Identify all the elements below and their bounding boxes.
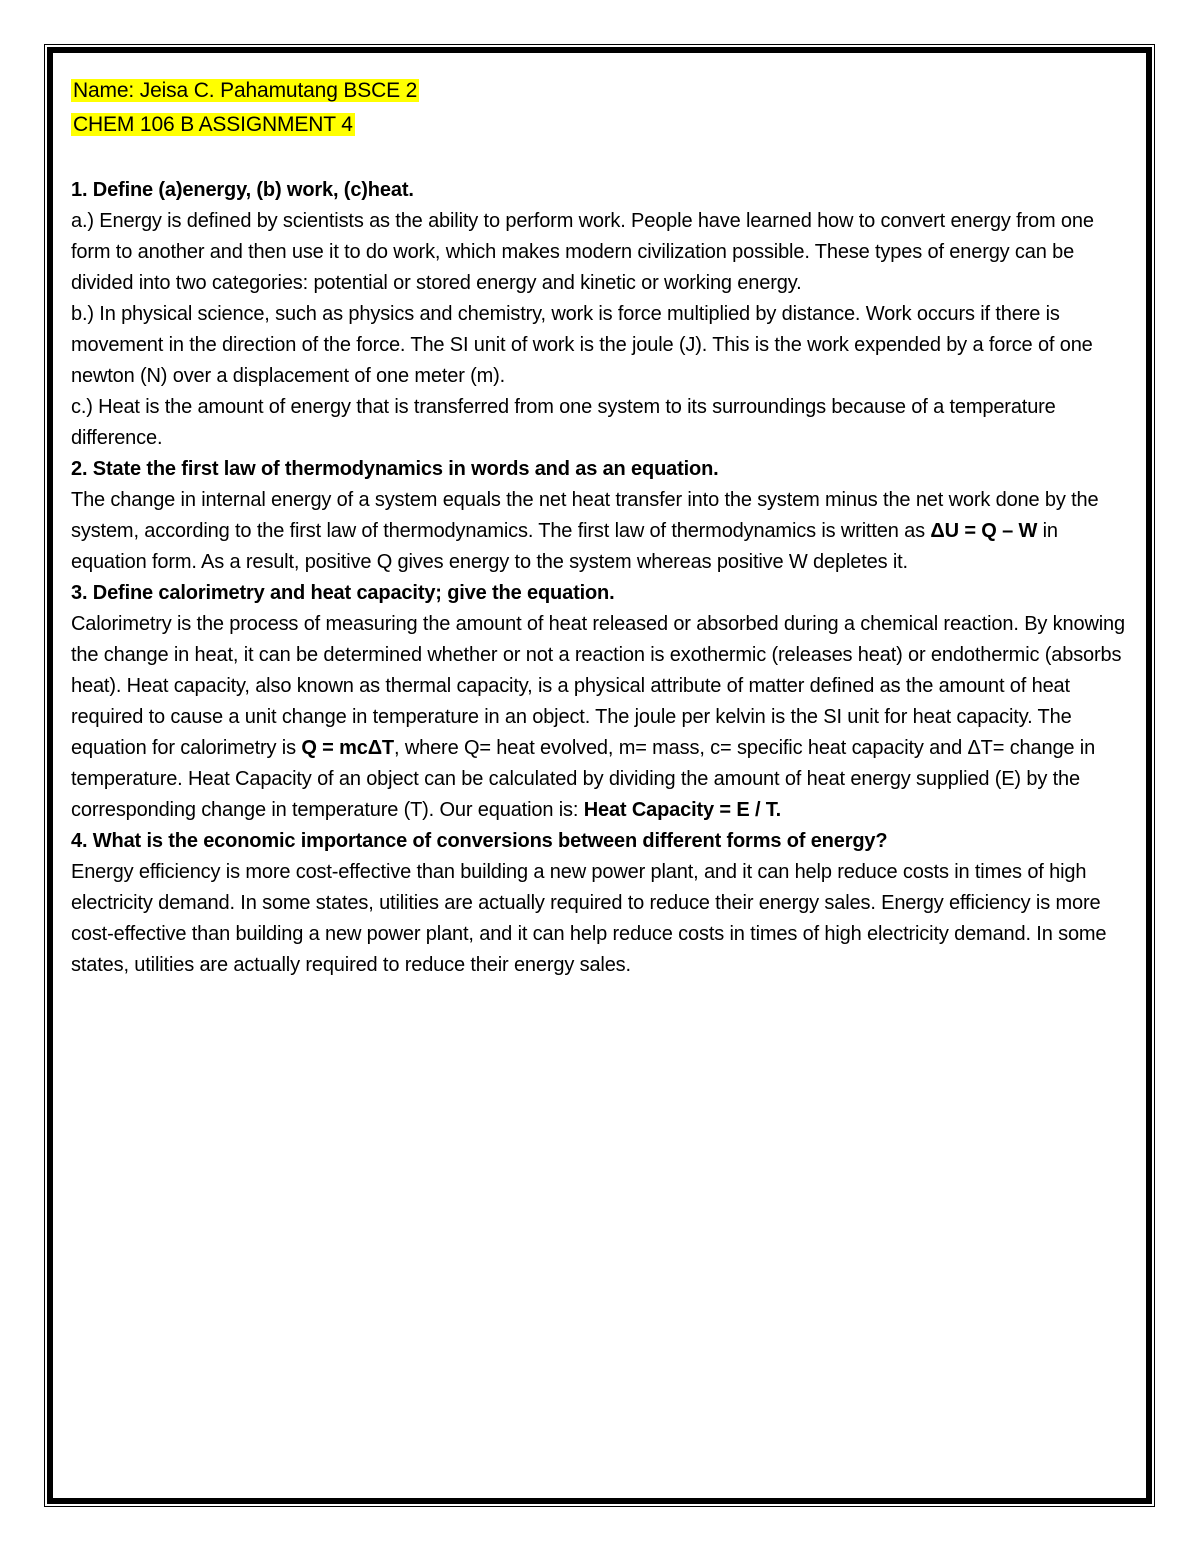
answer-1a: a.) Energy is defined by scientists as the ability to perform work. People have learned how to convert energy from one form to another and then use it to do work, which makes modern civilization possible. These types of energy can be divided into two categories: potential or stored energy and kinetic or working energy.: [71, 210, 1094, 294]
answer-2-text-end: in equation form. As a result, positive Q gives energy to the system whereas positive W depletes it.: [71, 520, 1058, 573]
question-2: 2. State the first law of thermodynamics in words and as an equation.: [71, 458, 719, 480]
answer-1b: b.) In physical science, such as physics and chemistry, work is force multiplied by distance. Work occurs if there is movement in the direction of the force. The SI unit of work is the joule (J). This is the work expended by a force of one newton (N) over a displacement of one meter (m).: [71, 303, 1093, 387]
student-name: Name: Jeisa C. Pahamutang BSCE 2: [73, 79, 418, 102]
first-law-equation: ΔU = Q – W: [930, 520, 1038, 542]
course-title: CHEM 106 B ASSIGNMENT 4: [73, 113, 353, 136]
answer-3-text-middle: , where Q= heat evolved, m= mass, c= specific heat capacity and ΔT= change in temperature. Heat Capacity of an object can be calculated by dividing the amount of heat energy supplied (E) by the corresponding change in temperature (T). Our equation is:: [71, 737, 1096, 821]
heat-capacity-equation: Heat Capacity = E / T.: [583, 799, 782, 821]
question-4: 4. What is the economic importance of conversions between different forms of energy?: [71, 830, 888, 852]
answer-1c: c.) Heat is the amount of energy that is transferred from one system to its surroundings because of a temperature difference.: [71, 396, 1056, 449]
answer-3-text: Calorimetry is the process of measuring the amount of heat released or absorbed during a chemical reaction. By knowing the change in heat, it can be determined whether or not a reaction is exothermic (releases heat) or endothermic (absorbs heat). Heat capacity, also known as thermal capacity, is a physical attribute of matter defined as the amount of heat required to cause a unit change in temperature in an object. The joule per kelvin is the SI unit for heat capacity. The equation for calorimetry is: [71, 613, 1125, 759]
header-name-line: [71, 74, 1135, 108]
spacer: [71, 142, 1135, 175]
answer-3: [71, 609, 1135, 826]
question-3: 3. Define calorimetry and heat capacity; give the equation.: [71, 582, 615, 604]
question-1: 1. Define (a)energy, (b) work, (c)heat.: [71, 179, 414, 201]
header-course-line: [71, 108, 1135, 142]
answer-4: Energy efficiency is more cost-effective than building a new power plant, and it can help reduce costs in times of high electricity demand. In some states, utilities are actually required to reduce their energy sales. Energy efficiency is more cost-effective than building a new power plant, and it can help reduce costs in times of high electricity demand. In some states, utilities are actually required to reduce their energy sales.: [71, 861, 1107, 976]
calorimetry-equation: Q = mcΔT: [301, 737, 394, 759]
answer-2-text: The change in internal energy of a system equals the net heat transfer into the system minus the net work done by the system, according to the first law of thermodynamics. The first law of thermodynamics is written as: [71, 489, 1099, 542]
answer-2: [71, 485, 1135, 578]
document-body: [71, 74, 1135, 981]
